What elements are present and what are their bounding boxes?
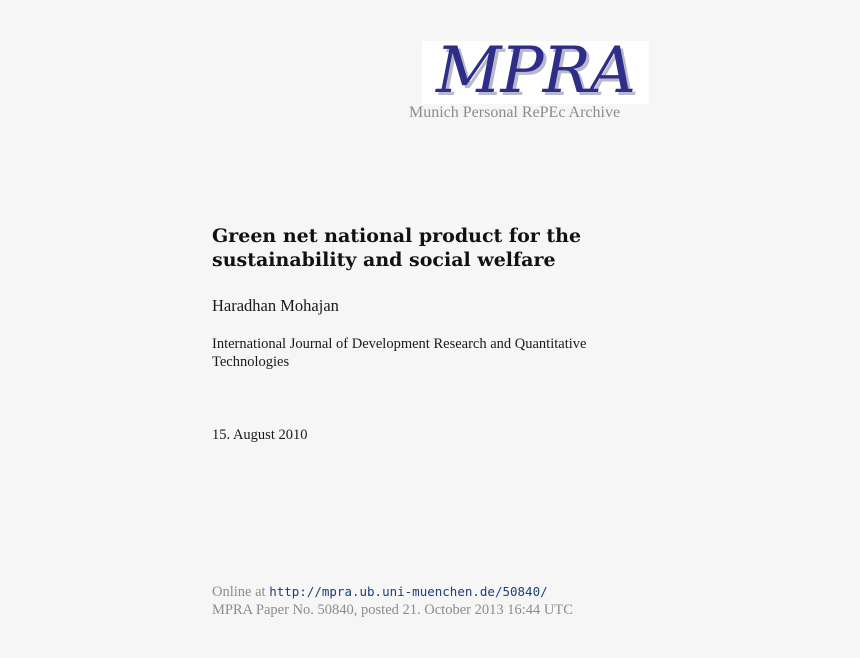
logo-text: MPRA (436, 41, 635, 104)
paper-url-link[interactable]: http://mpra.ub.uni-muenchen.de/50840/ (269, 584, 548, 599)
paper-author: Haradhan Mohajan (212, 296, 339, 315)
archive-name: Munich Personal RePEc Archive (409, 104, 621, 121)
online-prefix: Online at (212, 584, 266, 600)
paper-date: 15. August 2010 (212, 427, 308, 443)
paper-affiliation: International Journal of Development Research and Quantitative Technologies (212, 336, 587, 370)
paper-info: MPRA Paper No. 50840, posted 21. October 2013 16:44 UTC (212, 602, 573, 618)
online-line (212, 584, 548, 601)
paper-title: Green net national product for the sustainability and social welfare (212, 225, 582, 271)
mpra-logo (422, 41, 649, 104)
